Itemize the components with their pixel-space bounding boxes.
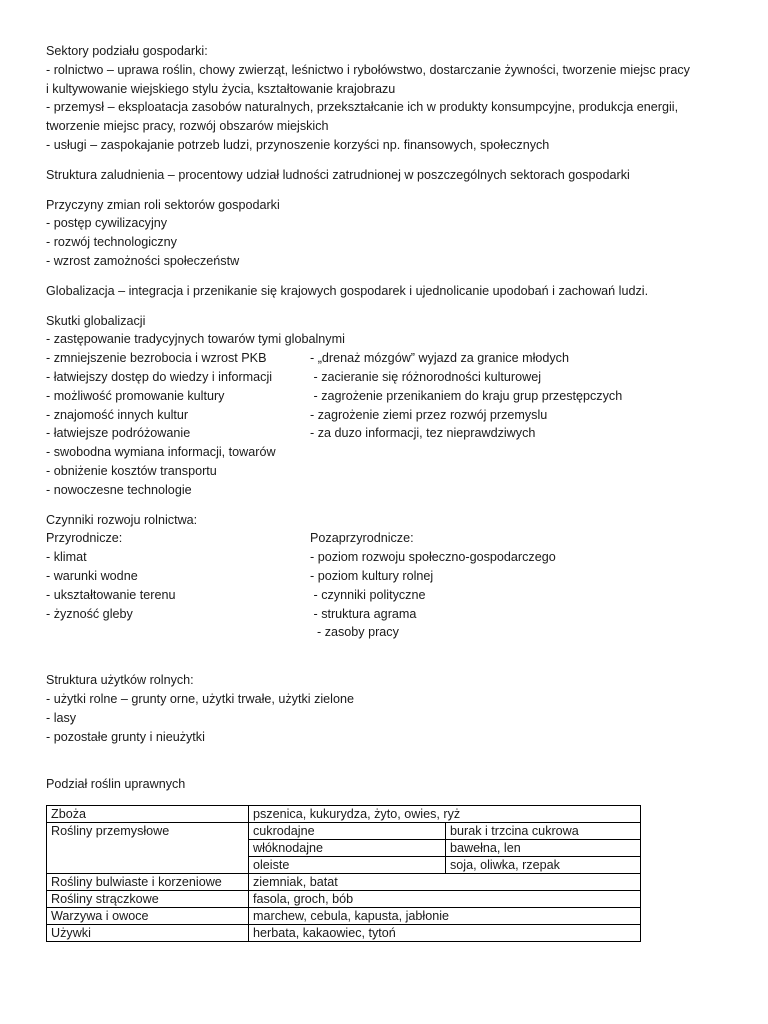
skutki-row [46, 349, 736, 368]
czynniki-row [46, 529, 736, 548]
crop-subtype: oleiste [249, 857, 446, 874]
natural-factor: - żyzność gleby [46, 606, 133, 621]
positive-effect: - zmniejszenie bezrobocia i wzrost PKB [46, 351, 267, 366]
section-heading-podzial: Podział roślin uprawnych [46, 777, 186, 792]
natural-factor [46, 623, 310, 642]
skutki-row [46, 424, 736, 443]
text-line: i kultywowanie wiejskiego stylu życia, kształtowanie krajobrazu [46, 81, 396, 96]
non-natural-factor: - zasoby pracy [310, 625, 399, 640]
crops-table [46, 805, 641, 942]
text-line: tworzenie miejsc pracy, rozwój obszarów miejskich [46, 119, 329, 134]
section-heading-czynniki: Czynniki rozwoju rolnictwa: [46, 512, 198, 527]
crop-subtype: cukrodajne [249, 823, 446, 840]
definition-globalizacja: Globalizacja – integracja i przenikanie się krajowych gospodarek i ujednolicanie upodobań i zachowań ludzi. [46, 283, 649, 298]
crop-examples: fasola, groch, bób [249, 891, 641, 908]
crop-examples: marchew, cebula, kapusta, jabłonie [249, 908, 641, 925]
czynniki-row [46, 548, 736, 567]
crop-examples: burak i trzcina cukrowa [446, 823, 641, 840]
text-line: - przemysł – eksploatacja zasobów naturalnych, przekształcanie ich w produkty konsumpcyjne, produkcja energii, [46, 100, 679, 115]
non-natural-factor: - czynniki polityczne [310, 587, 426, 602]
positive-effect: - łatwiejszy dostęp do wiedzy i informacji [46, 369, 273, 384]
positive-effect: - znajomość innych kultur [46, 407, 189, 422]
natural-factor: - warunki wodne [46, 568, 138, 583]
crop-examples: ziemniak, batat [249, 874, 641, 891]
skutki-row [46, 368, 736, 387]
czynniki-row [46, 586, 736, 605]
list-item: - pozostałe grunty i nieużytki [46, 729, 205, 744]
crop-examples: herbata, kakaowiec, tytoń [249, 925, 641, 942]
table-row [47, 806, 641, 823]
natural-factor: Przyrodnicze: [46, 531, 123, 546]
crop-category: Zboża [47, 806, 249, 823]
text-line: - usługi – zaspokajanie potrzeb ludzi, przynoszenie korzyści np. finansowych, społecznych [46, 137, 550, 152]
negative-effect: - za duzo informacji, tez nieprawdziwych [310, 426, 536, 441]
negative-effect: - „drenaż mózgów” wyjazd za granice młodych [310, 351, 569, 366]
text-line: - rolnictwo – uprawa roślin, chowy zwierząt, leśnictwo i rybołówstwo, dostarczanie żywności, tworzenie miejsc pracy [46, 62, 690, 77]
crop-category: Używki [47, 925, 249, 942]
czynniki-row [46, 605, 736, 624]
non-natural-factor: - struktura agrama [310, 606, 417, 621]
list-item: - lasy [46, 710, 77, 725]
crop-examples: pszenica, kukurydza, żyto, owies, ryż [249, 806, 641, 823]
document-page [46, 42, 736, 942]
table-row [47, 874, 641, 891]
negative-effect: - zagrożenie przenikaniem do kraju grup przestępczych [310, 388, 623, 403]
table-row [47, 925, 641, 942]
non-natural-factor: - poziom kultury rolnej [310, 568, 434, 583]
non-natural-factor: - poziom rozwoju społeczno-gospodarczego [310, 550, 556, 565]
list-item: - swobodna wymiana informacji, towarów [46, 445, 276, 460]
section-heading-sektory: Sektory podziału gospodarki: [46, 44, 208, 58]
crop-category: Rośliny przemysłowe [47, 823, 249, 874]
skutki-row [46, 406, 736, 425]
negative-effect: - zacieranie się różnorodności kulturowej [310, 369, 541, 384]
section-heading-uzytki: Struktura użytków rolnych: [46, 673, 194, 688]
list-item: - zastępowanie tradycyjnych towarów tymi globalnymi [46, 332, 345, 347]
list-item: - użytki rolne – grunty orne, użytki trwałe, użytki zielone [46, 691, 354, 706]
skutki-row [46, 387, 736, 406]
section-heading-przyczyny: Przyczyny zmian roli sektorów gospodarki [46, 197, 280, 212]
czynniki-row [46, 623, 736, 642]
natural-factor: - ukształtowanie terenu [46, 587, 176, 602]
crop-examples: soja, oliwka, rzepak [446, 857, 641, 874]
crop-category: Rośliny bulwiaste i korzeniowe [47, 874, 249, 891]
crop-subtype: włóknodajne [249, 840, 446, 857]
list-item: - obniżenie kosztów transportu [46, 463, 217, 478]
positive-effect: - możliwość promowanie kultury [46, 388, 225, 403]
list-item: - rozwój technologiczny [46, 235, 177, 250]
table-row [47, 823, 641, 840]
section-heading-skutki: Skutki globalizacji [46, 313, 146, 328]
czynniki-row [46, 567, 736, 586]
table-row [47, 891, 641, 908]
non-natural-factor: Pozaprzyrodnicze: [310, 531, 414, 546]
natural-factor: - klimat [46, 550, 87, 565]
crop-examples: bawełna, len [446, 840, 641, 857]
positive-effect: - łatwiejsze podróżowanie [46, 426, 191, 441]
list-item: - wzrost zamożności społeczeństw [46, 253, 240, 268]
crop-category: Rośliny strączkowe [47, 891, 249, 908]
list-item: - nowoczesne technologie [46, 482, 192, 497]
list-item: - postęp cywilizacyjny [46, 216, 168, 231]
crop-category: Warzywa i owoce [47, 908, 249, 925]
table-row [47, 908, 641, 925]
negative-effect: - zagrożenie ziemi przez rozwój przemyslu [310, 407, 548, 422]
definition-struktura-zatrudnienia: Struktura zaludnienia – procentowy udział ludności zatrudnionej w poszczególnych sektorach gospodarki [46, 167, 630, 182]
